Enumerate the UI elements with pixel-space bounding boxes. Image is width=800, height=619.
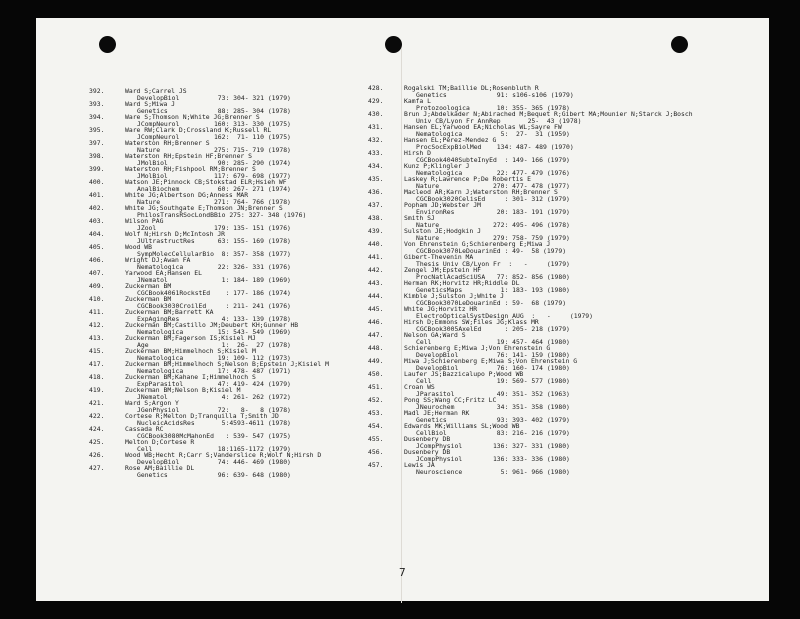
reference-authors: Miwa J;Schierenberg E;Miwa S;Von Ehrenstein G xyxy=(404,357,578,365)
reference-authors: Ware RW;Clark D;Crossland K;Russell RL xyxy=(125,126,272,134)
reference-citation: Nature 275: 715- 719 (1978) xyxy=(137,145,291,154)
reference-citation: PhilosTransRSocLondBBio 275: 327- 348 (1976) xyxy=(137,210,307,219)
reference-list-left xyxy=(89,88,389,478)
reference-number: 447. xyxy=(368,331,384,339)
reference-citation: Genetics 91: s106-s106 (1979) xyxy=(416,90,574,99)
reference-authors: Kamfa L xyxy=(404,97,431,105)
reference-authors: Ware S;Thomson N;White JG;Brenner S xyxy=(125,113,260,121)
reference-citation: Univ CB/Lyon Fr AnnRep 25- 43 (1978) xyxy=(416,116,582,125)
reference-authors: Croan WS xyxy=(404,383,435,391)
reference-authors: White JG;Southgate E;Thomson JN;Brenner S xyxy=(125,204,283,212)
reference-number: 398. xyxy=(89,152,105,160)
reference-number: 441. xyxy=(368,253,384,261)
reference-number: 435. xyxy=(368,175,384,183)
reference-number: 421. xyxy=(89,399,105,407)
reference-entry xyxy=(89,465,389,478)
reference-authors: White JG;Horvitz HR xyxy=(404,305,478,313)
reference-number: 442. xyxy=(368,266,384,274)
reference-number: 403. xyxy=(89,217,105,225)
reference-number: 438. xyxy=(368,214,384,222)
reference-authors: Madl JE;Herman RK xyxy=(404,409,470,417)
reference-citation: JCompNeurol 162: 71- 110 (1975) xyxy=(137,132,291,141)
reference-number: 430. xyxy=(368,110,384,118)
reference-authors: Zuckerman BM;Himmelhoch S;Nelson B;Epstein J;Kisiel M xyxy=(125,360,329,368)
reference-authors: Rogalski TM;Baillie DL;Rosenbluth R xyxy=(404,84,539,92)
reference-authors: Sulston JE;Hodgkin J xyxy=(404,227,481,235)
reference-number: 432. xyxy=(368,136,384,144)
reference-authors: Watson JE;Pinnock CB;Stokstad ELR;Hsieh WF xyxy=(125,178,287,186)
reference-authors: Dusenbery DB xyxy=(404,435,451,443)
reference-number: 411. xyxy=(89,308,105,316)
reference-authors: Lewis JA xyxy=(404,461,435,469)
reference-citation: AnalBiochem 60: 267- 271 (1974) xyxy=(137,184,291,193)
reference-citation: ProcSocExpBiolMed 134: 487- 489 (1970) xyxy=(416,142,574,151)
reference-citation: Nature 279: 758- 759 (1979) xyxy=(416,233,570,242)
reference-citation: JCompPhysiol 136: 327- 331 (1980) xyxy=(416,441,570,450)
reference-citation: Cell 19: 569- 577 (1980) xyxy=(416,376,570,385)
reference-authors: Herman RK;Horvitz HR;Riddle DL xyxy=(404,279,520,287)
reference-authors: Popham JD;Webster JM xyxy=(404,201,481,209)
reference-citation: NucleicAcidsRes 5:4593-4611 (1978) xyxy=(137,418,291,427)
reference-citation: Genetics 93: 393- 402 (1979) xyxy=(416,415,570,424)
reference-authors: Nelson GA;Ward S xyxy=(404,331,466,339)
reference-authors: Hirsh D;Emmons SW;Files JG;Klass MR xyxy=(404,318,539,326)
reference-number: 425. xyxy=(89,438,105,446)
reference-authors: Kimble J;Sulston J;White J xyxy=(404,292,505,300)
binder-hole xyxy=(671,36,688,53)
reference-citation: Nematologica 17: 478- 487 (1971) xyxy=(137,366,291,375)
reference-citation: Genetics 96: 639- 648 (1980) xyxy=(137,470,291,479)
reference-authors: Zuckerman BM;Kahane I;Himmelhoch S xyxy=(125,373,256,381)
reference-authors: Schierenberg E;Miwa J;Von Ehrenstein G xyxy=(404,344,551,352)
reference-citation: Nematologica 15: 543- 549 (1969) xyxy=(137,327,291,336)
reference-number: 440. xyxy=(368,240,384,248)
reference-number: 431. xyxy=(368,123,384,131)
reference-citation: Cell 19: 457- 464 (1980) xyxy=(416,337,570,346)
reference-citation: Neuroscience 5: 961- 966 (1980) xyxy=(416,467,570,476)
reference-authors: Waterston RH;Brenner S xyxy=(125,139,210,147)
reference-number: 424. xyxy=(89,425,105,433)
reference-number: 439. xyxy=(368,227,384,235)
reference-citation: ExpParasitol 47: 419- 424 (1979) xyxy=(137,379,291,388)
reference-authors: Zuckerman BM;Himmelhoch S;Kisiel M xyxy=(125,347,256,355)
reference-authors: Ward S;Carrel JS xyxy=(125,87,187,95)
reference-number: 418. xyxy=(89,373,105,381)
reference-number: 444. xyxy=(368,292,384,300)
reference-authors: White JG;Albertson DG;Anness MAR xyxy=(125,191,249,199)
reference-number: 393. xyxy=(89,100,105,108)
reference-authors: Cassada RC xyxy=(125,425,164,433)
reference-citation: Thesis Univ CB/Lyon Fr : - (1979) xyxy=(416,259,570,268)
reference-authors: Zuckerman BM xyxy=(125,295,172,303)
reference-citation: CGCBook4061RockstEd : 177- 186 (1974) xyxy=(137,288,291,297)
reference-citation: JCompPhysiol 136: 333- 336 (1980) xyxy=(416,454,570,463)
reference-authors: Kunz P;Klingler J xyxy=(404,162,470,170)
reference-entry xyxy=(368,462,763,475)
reference-citation: Cell 18:1165-1172 (1979) xyxy=(137,444,291,453)
reference-authors: Zuckerman BM xyxy=(125,282,172,290)
reference-number: 452. xyxy=(368,396,384,404)
reference-number: 443. xyxy=(368,279,384,287)
reference-citation: JUltrastructRes 63: 155- 169 (1978) xyxy=(137,236,291,245)
reference-authors: Wright DJ;Awan FA xyxy=(125,256,191,264)
reference-authors: Von Ehrenstein G;Schierenberg E;Miwa J xyxy=(404,240,551,248)
reference-citation: DevelopBiol 73: 304- 321 (1979) xyxy=(137,93,291,102)
reference-authors: Wilson PAG xyxy=(125,217,164,225)
reference-number: 426. xyxy=(89,451,105,459)
reference-authors: Macleod AR;Karn J;Waterston RH;Brenner S xyxy=(404,188,558,196)
reference-citation: JMolBiol 117: 679- 698 (1977) xyxy=(137,171,291,180)
reference-authors: Waterston RH;Epstein HF;Brenner S xyxy=(125,152,252,160)
reference-citation: Nematologica 19: 109- 112 (1973) xyxy=(137,353,291,362)
reference-authors: Zengel JM;Epstein HF xyxy=(404,266,481,274)
reference-number: 406. xyxy=(89,256,105,264)
reference-number: 433. xyxy=(368,149,384,157)
reference-number: 415. xyxy=(89,347,105,355)
reference-number: 429. xyxy=(368,97,384,105)
reference-number: 451. xyxy=(368,383,384,391)
reference-number: 456. xyxy=(368,448,384,456)
reference-number: 397. xyxy=(89,139,105,147)
reference-number: 436. xyxy=(368,188,384,196)
reference-authors: Hirsh D xyxy=(404,149,431,157)
reference-number: 409. xyxy=(89,282,105,290)
reference-number: 422. xyxy=(89,412,105,420)
reference-citation: EnvironRes 20: 183- 191 (1979) xyxy=(416,207,570,216)
reference-citation: CGCBook3030CroilEd : 211- 241 (1976) xyxy=(137,301,291,310)
reference-citation: JGenPhysiol 72: 8- 8 (1978) xyxy=(137,405,291,414)
reference-number: 413. xyxy=(89,334,105,342)
reference-citation: Nature 272: 495- 496 (1978) xyxy=(416,220,570,229)
reference-citation: JNematol 4: 261- 262 (1972) xyxy=(137,392,291,401)
reference-number: 405. xyxy=(89,243,105,251)
reference-citation: Nematologica 22: 477- 479 (1976) xyxy=(416,168,570,177)
reference-authors: Laskey R;Lawrence P;De Robertis E xyxy=(404,175,531,183)
reference-citation: DevelopBiol 76: 141- 159 (1980) xyxy=(416,350,570,359)
reference-citation: JNematol 1: 184- 189 (1969) xyxy=(137,275,291,284)
reference-number: 400. xyxy=(89,178,105,186)
reference-authors: Zuckerman BM;Barrett KA xyxy=(125,308,214,316)
reference-authors: Waterston RH;Fishpool RM;Brenner S xyxy=(125,165,256,173)
page-number: 7 xyxy=(399,566,406,579)
reference-citation: CGCBook3070LeDouarinEd : 49- 58 (1979) xyxy=(416,246,567,255)
reference-citation: Nematologica 5: 27- 31 (1959) xyxy=(416,129,570,138)
reference-citation: DevelopBiol 74: 446- 469 (1980) xyxy=(137,457,291,466)
reference-authors: Melton D;Cortese R xyxy=(125,438,195,446)
reference-authors: Dusenbery DB xyxy=(404,448,451,456)
reference-citation: CellBiol 83: 216- 216 (1979) xyxy=(416,428,570,437)
reference-citation: ElectroOpticalSystDesign AUG : - (1979) xyxy=(416,311,593,320)
reference-number: 446. xyxy=(368,318,384,326)
reference-number: 434. xyxy=(368,162,384,170)
reference-citation: GeneticsMaps 1: 183- 193 (1980) xyxy=(416,285,570,294)
reference-number: 399. xyxy=(89,165,105,173)
reference-number: 417. xyxy=(89,360,105,368)
reference-number: 407. xyxy=(89,269,105,277)
reference-number: 404. xyxy=(89,230,105,238)
reference-authors: Hansen EL;Yarwood EA;Nicholas WL;Sayre FW xyxy=(404,123,562,131)
reference-authors: Yarwood EA;Hansen EL xyxy=(125,269,202,277)
reference-citation: CGCBook3080McMahonEd : 539- 547 (1975) xyxy=(137,431,291,440)
reference-citation: JNeurochem 34: 351- 358 (1980) xyxy=(416,402,570,411)
reference-number: 394. xyxy=(89,113,105,121)
reference-citation: CGCBook4040SubteInyEd : 149- 166 (1979) xyxy=(416,155,570,164)
binder-hole xyxy=(99,36,116,53)
reference-authors: Zuckerman BM;Castillo JM;Deubert KH;Gunner HB xyxy=(125,321,299,329)
reference-authors: Rose AM;Baillie DL xyxy=(125,464,195,472)
reference-number: 437. xyxy=(368,201,384,209)
reference-number: 427. xyxy=(89,464,105,472)
reference-authors: Edwards MK;Williams SL;Wood WB xyxy=(404,422,520,430)
reference-number: 412. xyxy=(89,321,105,329)
reference-authors: Smith SJ xyxy=(404,214,435,222)
reference-number: 402. xyxy=(89,204,105,212)
reference-citation: SympMolecCellularBio 8: 357- 358 (1977) xyxy=(137,249,291,258)
reference-citation: Nature 271: 764- 766 (1978) xyxy=(137,197,291,206)
reference-authors: Brun J;Abdelkader N;Abirached M;Bequet R;Gibert MA;Mounier N;Starck J;Bosch xyxy=(404,110,693,118)
binder-hole xyxy=(385,36,402,53)
reference-number: 392. xyxy=(89,87,105,95)
reference-number: 428. xyxy=(368,84,384,92)
reference-authors: Gibert-Thevenin MA xyxy=(404,253,474,261)
reference-citation: JParasitol 49: 351- 352 (1963) xyxy=(416,389,570,398)
reference-number: 454. xyxy=(368,422,384,430)
reference-number: 395. xyxy=(89,126,105,134)
reference-authors: Zuckerman BM;Nelson B;Kisiel M xyxy=(125,386,241,394)
reference-number: 457. xyxy=(368,461,384,469)
reference-citation: Protozoologica 10: 355- 365 (1978) xyxy=(416,103,570,112)
reference-number: 410. xyxy=(89,295,105,303)
reference-authors: Zuckerman BM;Fagerson IS;Kisiel MJ xyxy=(125,334,256,342)
reference-list-right xyxy=(368,85,763,475)
reference-citation: JMolBiol 90: 285- 290 (1974) xyxy=(137,158,291,167)
reference-citation: CGCBook3005AxelEd : 205- 218 (1979) xyxy=(416,324,570,333)
reference-number: 453. xyxy=(368,409,384,417)
document-page xyxy=(36,18,769,601)
reference-citation: Nematologica 22: 326- 331 (1976) xyxy=(137,262,291,271)
reference-authors: Ward S;Miwa J xyxy=(125,100,176,108)
reference-authors: Ward S;Argon Y xyxy=(125,399,179,407)
reference-citation: CGCBook3070LeDouarinEd : 59- 68 (1979) xyxy=(416,298,567,307)
reference-authors: Cortese R;Melton D;Tranquilla T;Smith JD xyxy=(125,412,279,420)
reference-number: 450. xyxy=(368,370,384,378)
reference-citation: Age 1: 26- 27 (1978) xyxy=(137,340,291,349)
reference-citation: CGCBook3020CelisEd : 301- 312 (1979) xyxy=(416,194,570,203)
reference-citation: ProcNatlAcadSciUSA 77: 852- 856 (1980) xyxy=(416,272,570,281)
reference-citation: Genetics 88: 285- 304 (1978) xyxy=(137,106,291,115)
reference-citation: JCompNeurol 160: 313- 330 (1975) xyxy=(137,119,291,128)
reference-citation: JZool 179: 135- 151 (1976) xyxy=(137,223,291,232)
reference-authors: Laufer JS;Bazzicalupo P;Wood WB xyxy=(404,370,524,378)
reference-number: 419. xyxy=(89,386,105,394)
reference-authors: Wood WB xyxy=(125,243,152,251)
reference-number: 455. xyxy=(368,435,384,443)
reference-authors: Pong SS;Wang CC;Fritz LC xyxy=(404,396,497,404)
reference-authors: Wolf N;Hirsh D;McIntosh JR xyxy=(125,230,226,238)
reference-number: 445. xyxy=(368,305,384,313)
reference-number: 448. xyxy=(368,344,384,352)
reference-number: 449. xyxy=(368,357,384,365)
reference-authors: Hansen EL;Perez-Mendez G xyxy=(404,136,497,144)
reference-citation: ExpAgingRes 4: 133- 139 (1978) xyxy=(137,314,291,323)
reference-citation: Nature 270: 477- 478 (1977) xyxy=(416,181,570,190)
reference-citation: DevelopBiol 76: 160- 174 (1980) xyxy=(416,363,570,372)
reference-authors: Wood WB;Hecht R;Carr S;Vanderslice R;Wolf N;Hirsh D xyxy=(125,451,322,459)
reference-number: 401. xyxy=(89,191,105,199)
